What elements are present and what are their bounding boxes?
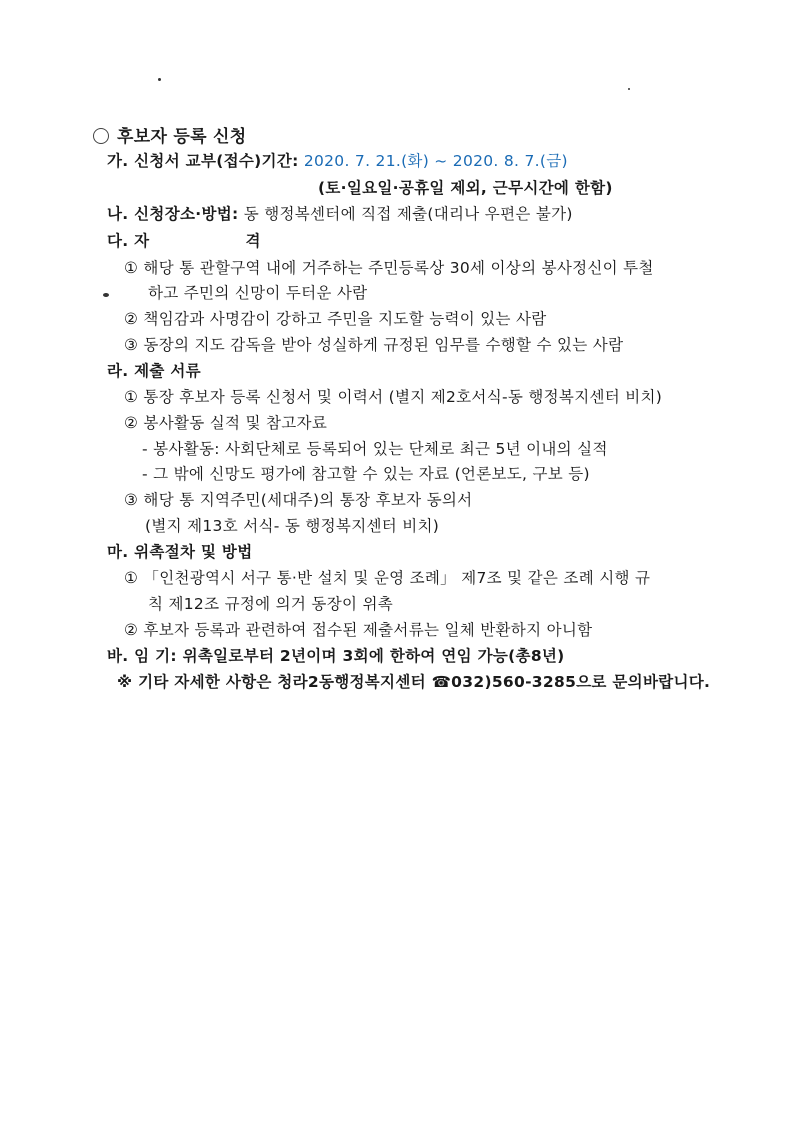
document-item: ③ 해당 통 지역주민(세대주)의 통장 후보자 동의서: [124, 491, 473, 509]
period-dates: 2020. 7. 21.(화) ~ 2020. 8. 7.(금): [303, 152, 568, 170]
procedure-heading: 마. 위촉절차 및 방법: [107, 543, 253, 561]
document-item-cont: (별지 제13호 서식- 동 행정복지센터 비치): [145, 517, 440, 535]
place-text: 동 행정복센터에 직접 제출(대리나 우편은 불가): [243, 205, 573, 223]
procedure-item: ① 「인천광역시 서구 통·반 설치 및 운영 조례」 제7조 및 같은 조례 시행 규: [124, 569, 651, 587]
qualification-item: ① 해당 통 관할구역 내에 거주하는 주민등록상 30세 이상의 봉사정신이 투철: [124, 259, 654, 277]
procedure-item-cont: 칙 제12조 규정에 의거 동장이 위촉: [148, 595, 394, 613]
place-line: [107, 203, 573, 225]
term-line: 바. 임 기: 위촉일로부터 2년이며 3회에 한하여 연임 가능(총8년): [107, 647, 565, 665]
qualification-item: ③ 동장의 지도 감독을 받아 성실하게 규정된 임무를 수행할 수 있는 사람: [124, 336, 624, 354]
section-title: 후보자 등록 신청: [93, 126, 247, 148]
circle-bullet-icon: [93, 128, 109, 144]
documents-heading: 라. 제출 서류: [107, 362, 201, 380]
qualification-heading: 다. 자 격: [107, 232, 261, 250]
procedure-item: ② 후보자 등록과 관련하여 접수된 제출서류는 일체 반환하지 아니함: [124, 621, 593, 639]
qualification-item-cont: 하고 주민의 신망이 두터운 사람: [148, 284, 368, 302]
qualification-item: ② 책임감과 사명감이 강하고 주민을 지도할 능력이 있는 사람: [124, 310, 547, 328]
place-label: 나. 신청장소·방법:: [107, 205, 239, 223]
period-line: [107, 150, 568, 172]
contact-note: ※ 기타 자세한 사항은 청라2동행정복지센터 ☎032)560-3285으로 문의바랍니다.: [117, 673, 711, 691]
period-label: 가. 신청서 교부(접수)기간:: [107, 152, 299, 170]
document-item: ① 통장 후보자 등록 신청서 및 이력서 (별지 제2호서식-동 행정복지센터 비치): [124, 388, 663, 406]
document-item: ② 봉사활동 실적 및 참고자료: [124, 414, 328, 432]
scan-speck: [628, 88, 630, 90]
document-subitem: - 봉사활동: 사회단체로 등록되어 있는 단체로 최근 5년 이내의 실적: [142, 440, 608, 458]
scan-speck: [103, 293, 109, 297]
period-note: (토·일요일·공휴일 제외, 근무시간에 한함): [318, 179, 613, 197]
scan-speck: [158, 78, 161, 81]
document-subitem: - 그 밖에 신망도 평가에 참고할 수 있는 자료 (언론보도, 구보 등): [142, 465, 590, 483]
